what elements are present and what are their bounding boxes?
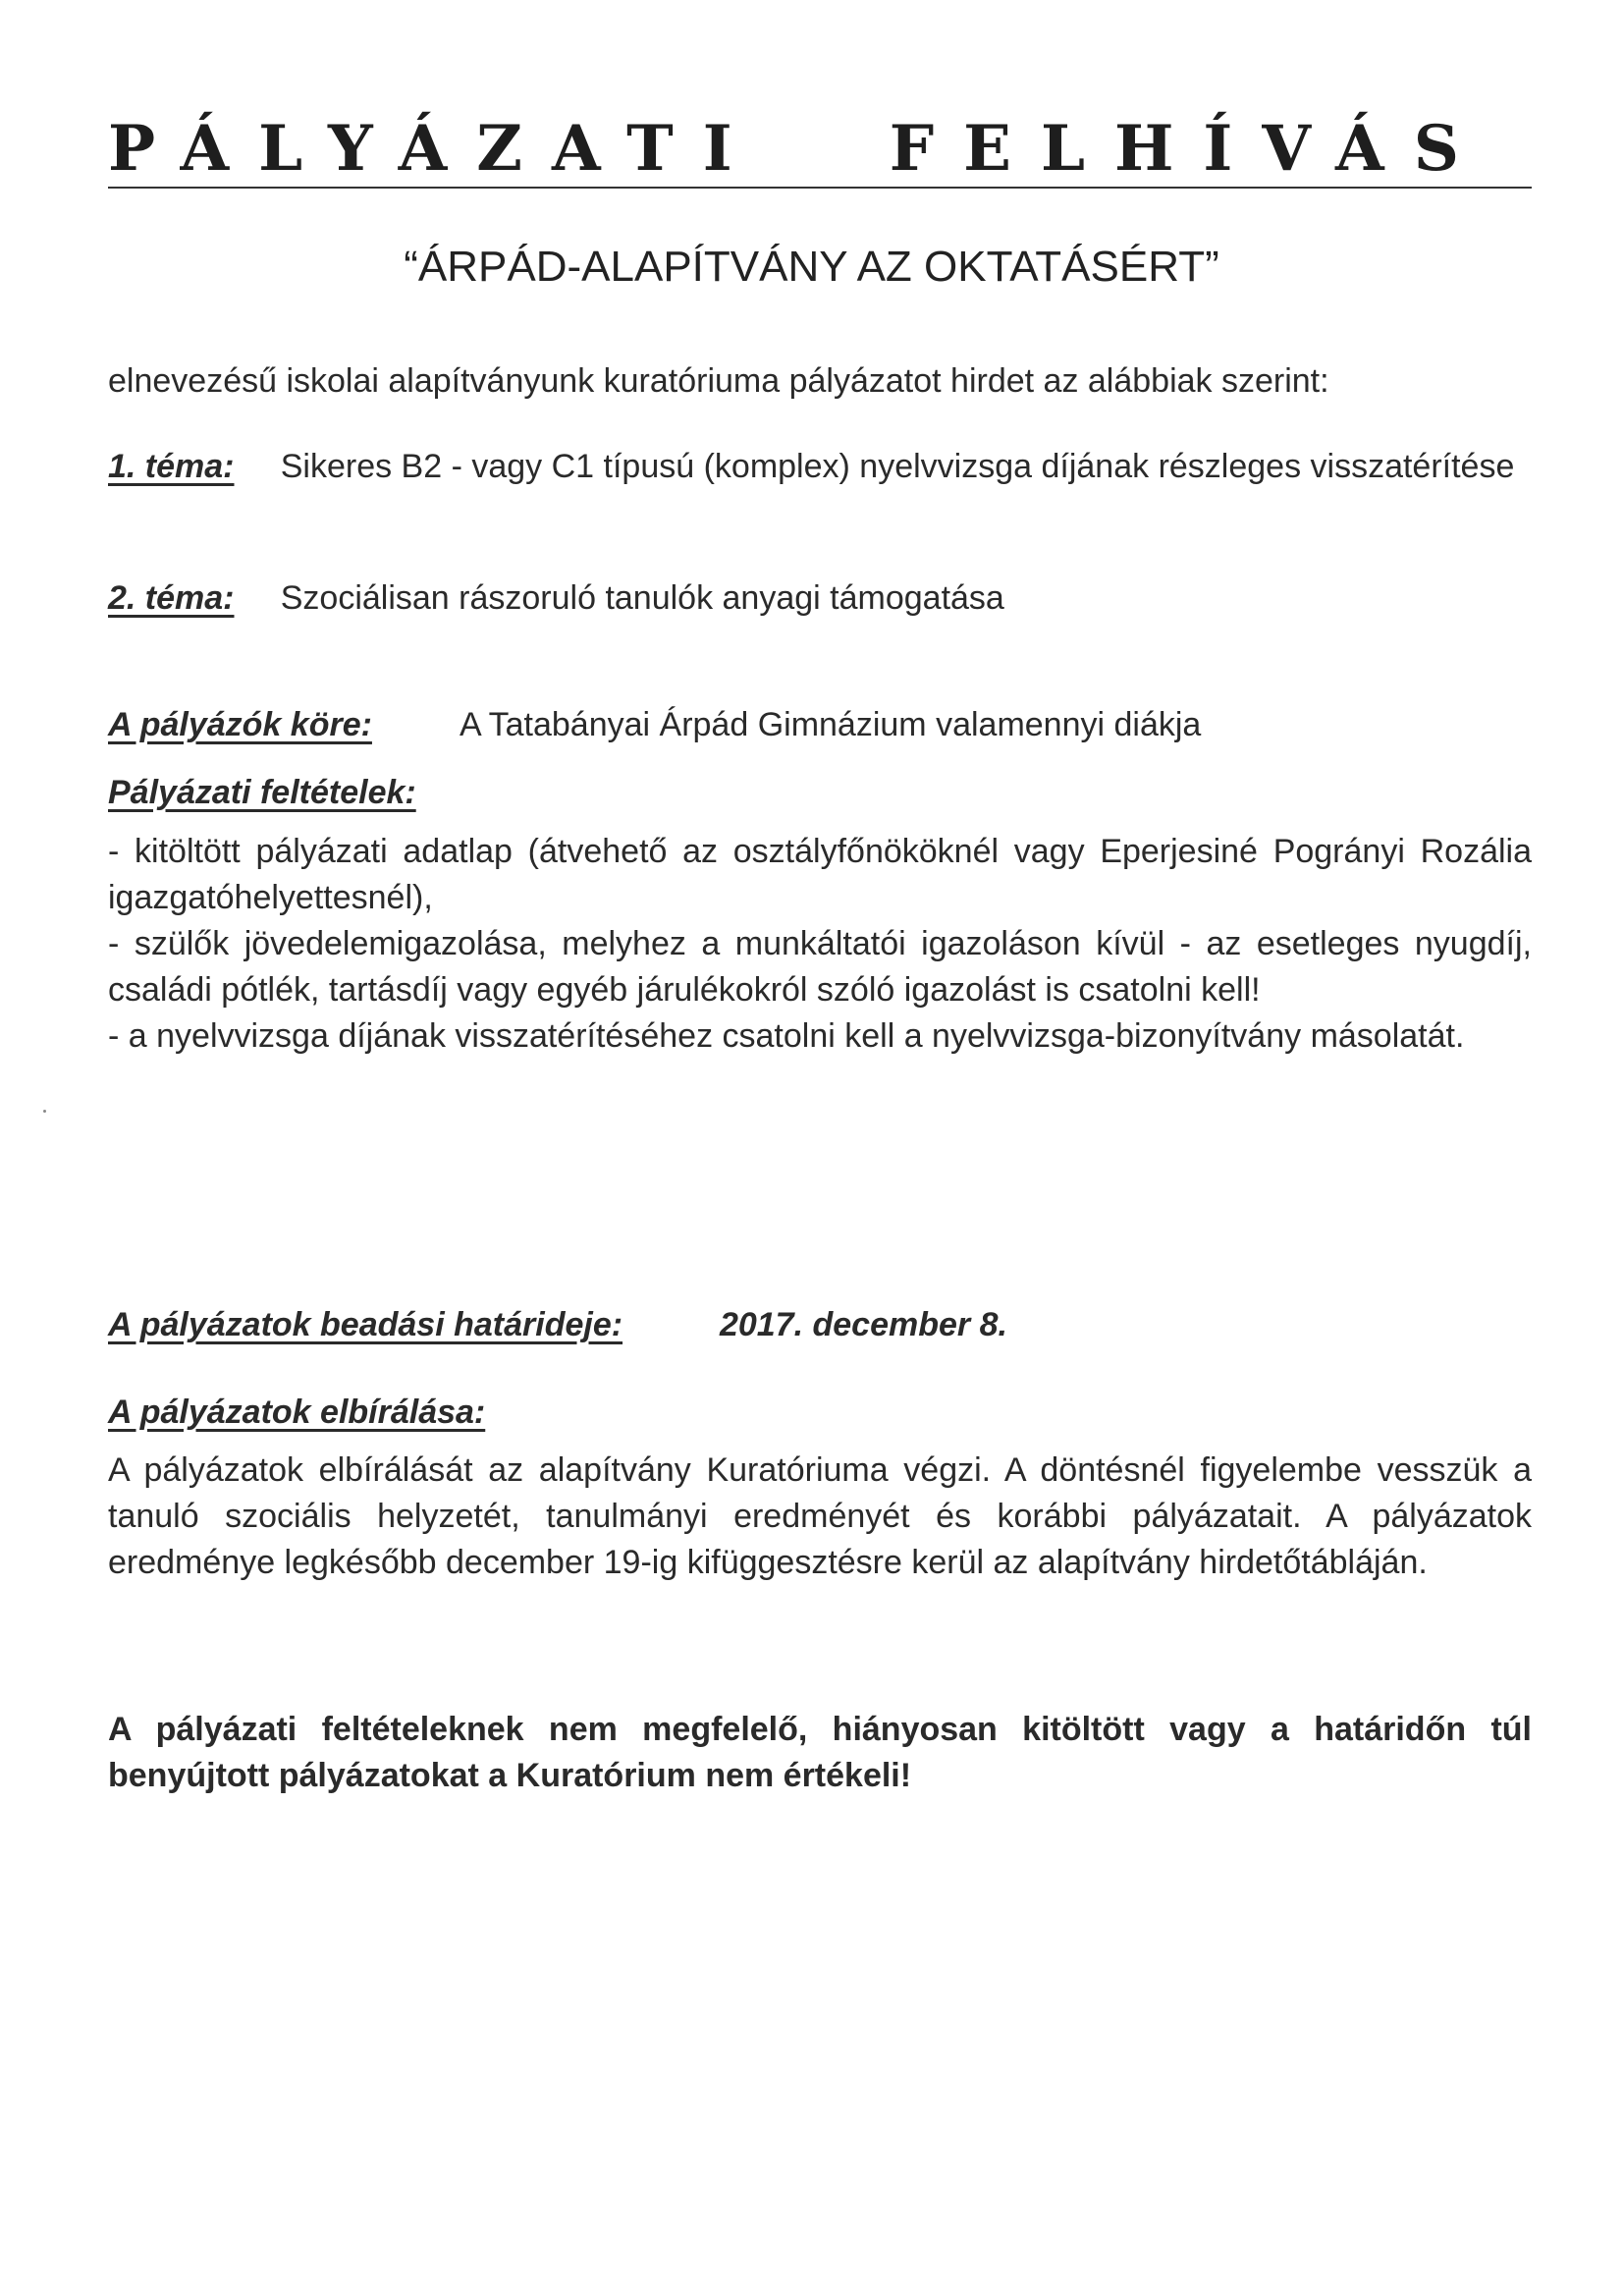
conditions-heading xyxy=(108,770,1532,816)
deadline-row xyxy=(108,1302,1532,1348)
condition-item-1: - kitöltött pályázati adatlap (átvehető az osztályfőnököknél vagy Eperjesiné Pogrányi Rozália igazgatóhelyettesnél), xyxy=(108,833,1532,916)
theme-2 xyxy=(108,575,1532,622)
title-word-2: FELHÍVÁS xyxy=(889,112,1488,186)
evaluation-label: A pályázatok elbírálása: xyxy=(108,1394,486,1431)
condition-item-2: - szülők jövedelemigazolása, melyhez a munkáltatói igazoláson kívül - az esetleges nyugdíj, családi pótlék, tartásdíj vagy egyéb járulékokról szóló igazolást is csatolni kell! xyxy=(108,925,1532,1009)
conditions-list xyxy=(108,829,1532,1060)
foundation-name xyxy=(0,240,1623,295)
theme-1 xyxy=(108,444,1532,490)
evaluation-heading xyxy=(108,1390,1532,1436)
intro-paragraph: elnevezésű iskolai alapítványunk kuratóriuma pályázatot hirdet az alábbiak szerint: xyxy=(108,362,1329,400)
warning-paragraph: A pályázati feltételeknek nem megfelelő, hiányosan kitöltött vagy a határidőn túl benyújtott pályázatokat a Kuratórium nem értékeli! xyxy=(108,1711,1532,1794)
scan-speck xyxy=(43,1110,46,1113)
deadline-label: A pályázatok beadási határideje: xyxy=(108,1306,623,1343)
theme-1-text: Sikeres B2 - vagy C1 típusú (komplex) nyelvvizsga díjának részleges visszatérítése xyxy=(280,448,1515,485)
deadline-date: 2017. december 8. xyxy=(719,1306,1007,1343)
theme-2-text: Szociálisan rászoruló tanulók anyagi támogatása xyxy=(280,579,1004,617)
conditions-label: Pályázati feltételek: xyxy=(108,774,416,811)
evaluation-paragraph: A pályázatok elbírálását az alapítvány Kuratóriuma végzi. A döntésnél figyelembe vesszük a tanuló szociális helyzetét, tanulmányi eredményét és korábbi pályázatait. A pályázatok eredménye legkésőbb december 19-ig kifüggesztésre kerül az alapítvány hirdetőtábláján. xyxy=(108,1451,1532,1581)
condition-item-3: - a nyelvvizsga díjának visszatérítéséhez csatolni kell a nyelvvizsga-bizonyítvány másolatát. xyxy=(108,1017,1465,1055)
document-title xyxy=(108,110,1532,189)
applicants-text: A Tatabányai Árpád Gimnázium valamennyi diákja xyxy=(459,706,1202,743)
applicants-label: A pályázók köre: xyxy=(108,706,372,743)
applicants-row xyxy=(108,702,1532,748)
title-word-1: PÁLYÁZATI xyxy=(108,112,762,186)
theme-1-label: 1. téma: xyxy=(108,448,235,485)
theme-2-label: 2. téma: xyxy=(108,579,235,617)
title-underline-rule xyxy=(108,187,1532,189)
foundation-name-text: “ÁRPÁD-ALAPÍTVÁNY AZ OKTATÁSÉRT” xyxy=(404,243,1219,291)
